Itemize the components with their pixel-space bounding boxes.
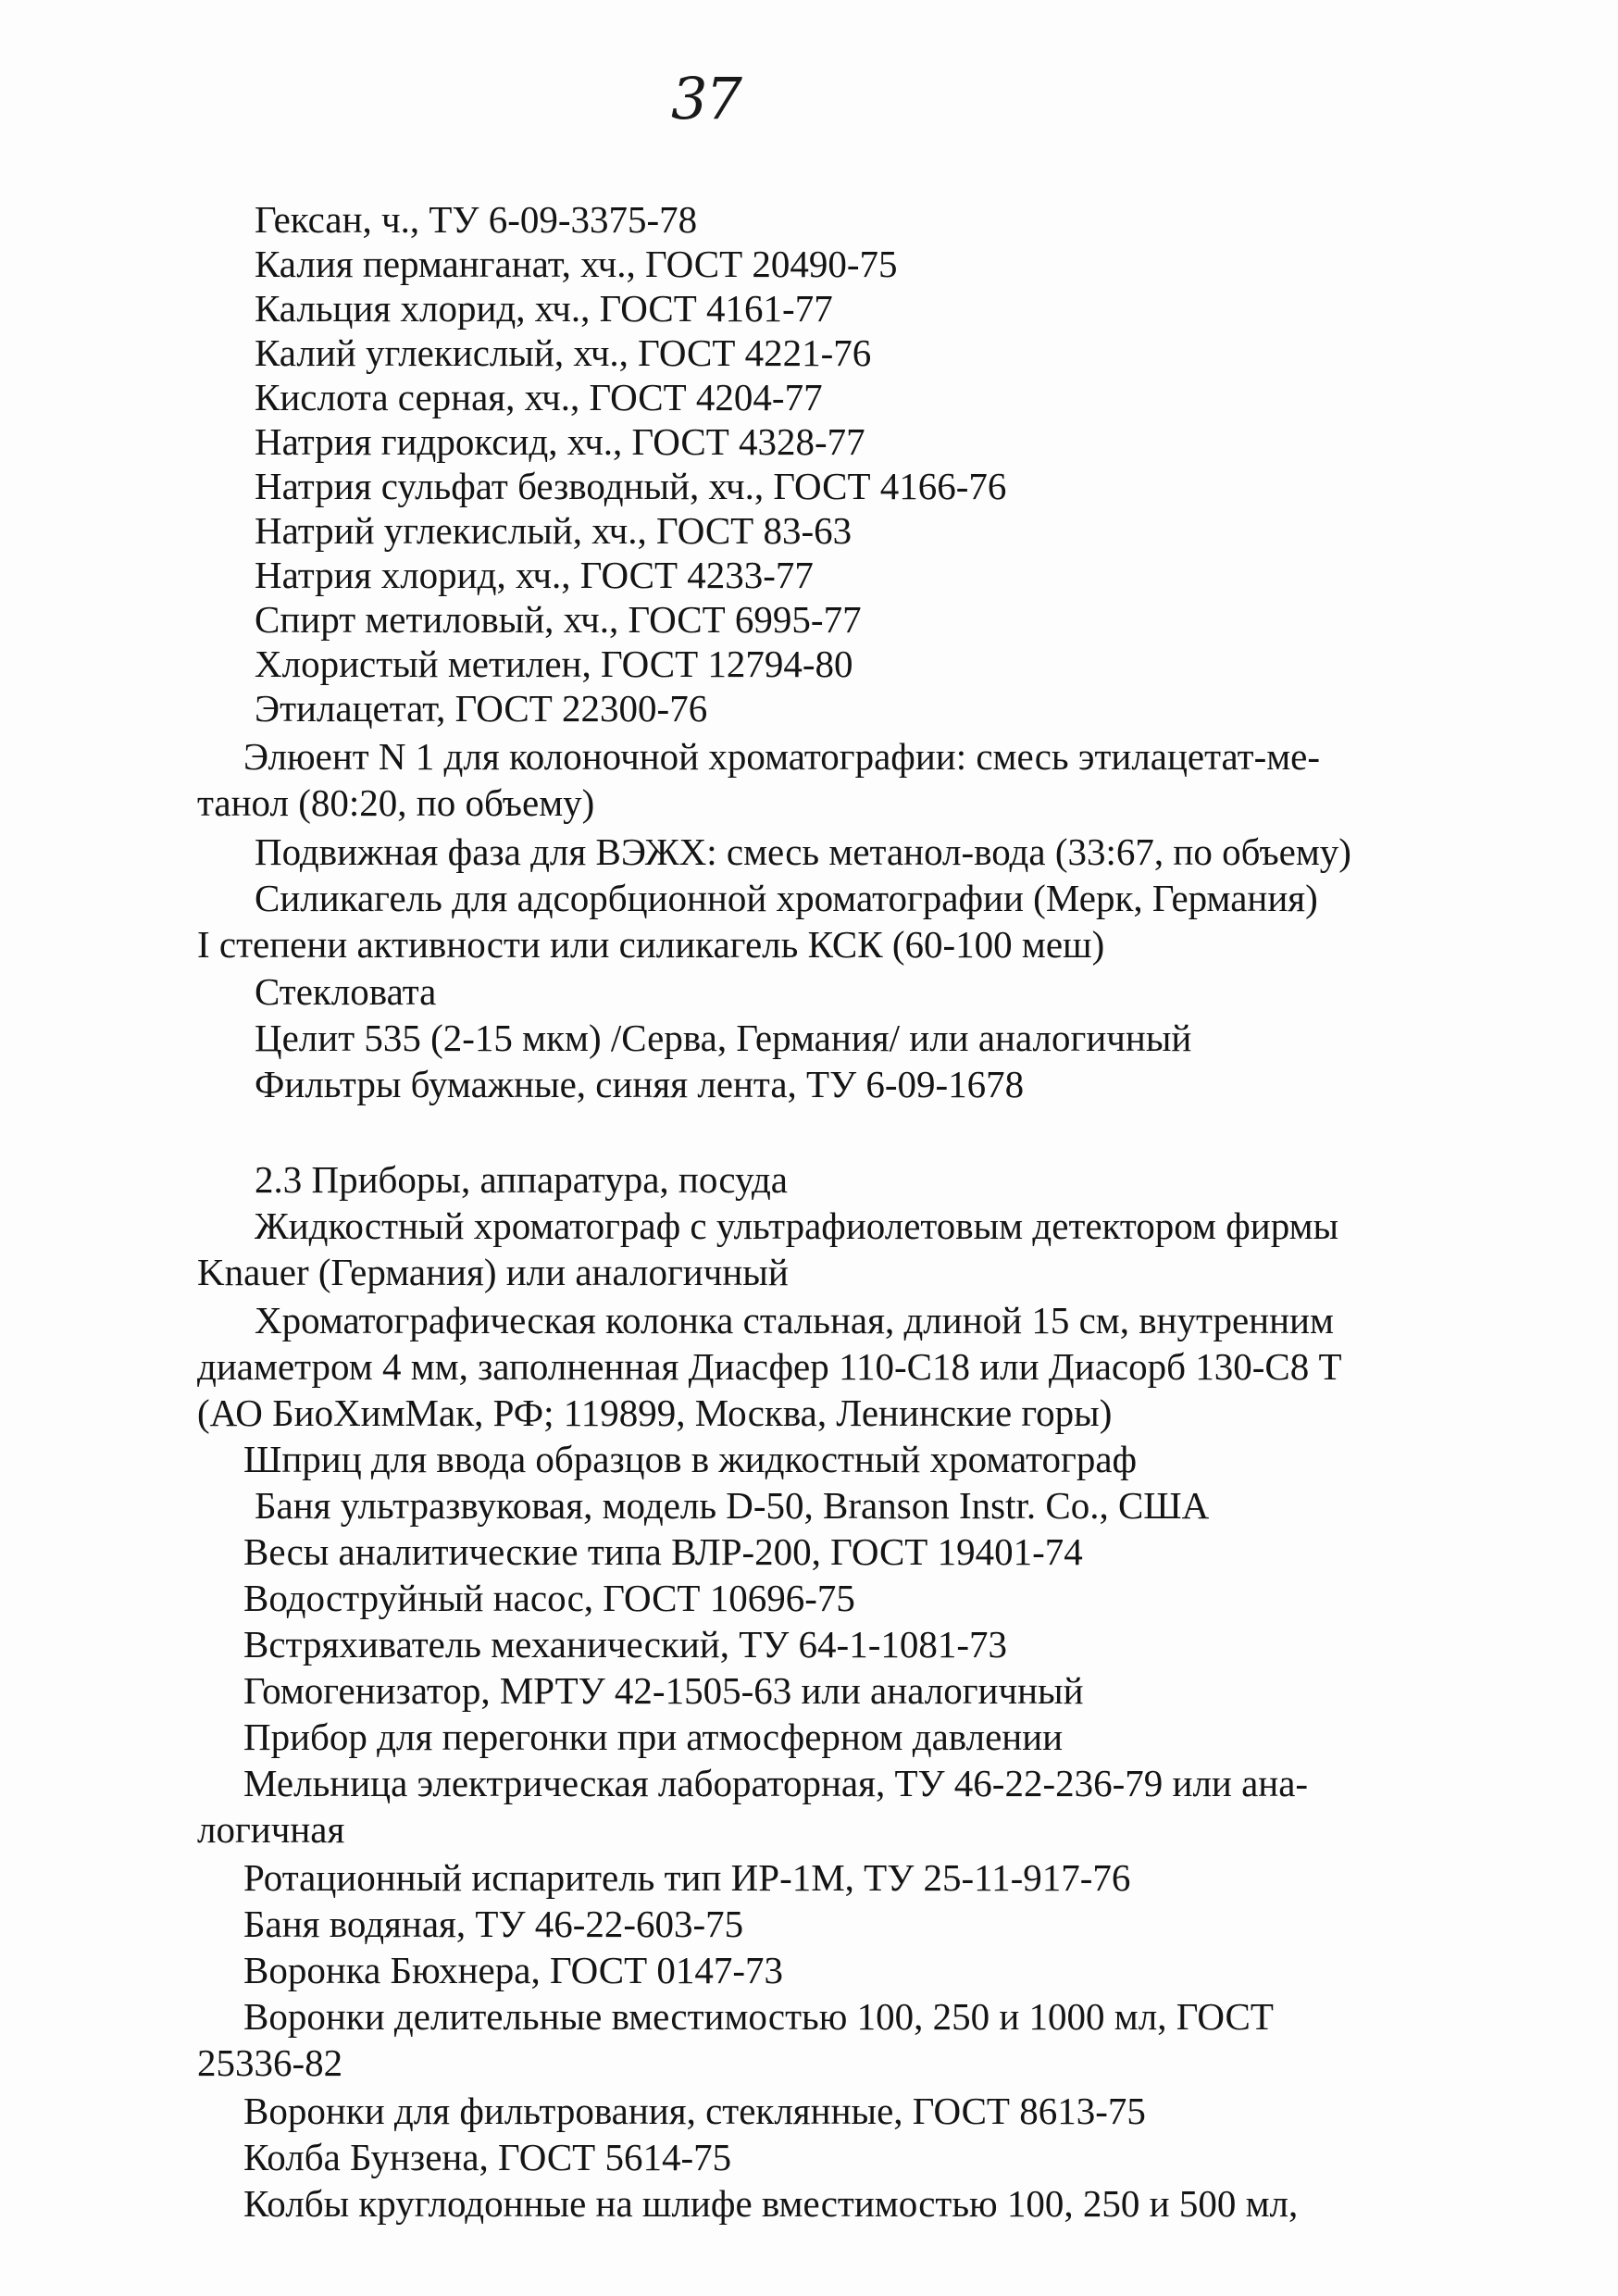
filters: Фильтры бумажные, синяя лента, ТУ 6-09-1678: [255, 1063, 1025, 1105]
list-item: Этилацетат, ГОСТ 22300-76: [255, 687, 708, 730]
column-line-2: диаметром 4 мм, заполненная Диасфер 110-С18 или Диасорб 130-С8 Т: [197, 1345, 1342, 1388]
list-item: Кислота серная, хч., ГОСТ 4204-77: [255, 376, 823, 418]
shaker: Встряхиватель механический, ТУ 64-1-1081-73: [243, 1623, 1008, 1666]
list-item: Кальция хлорид, хч., ГОСТ 4161-77: [255, 287, 833, 330]
chromatograph-line-2: Knauer (Германия) или аналогичный: [197, 1251, 789, 1293]
silica-line-1: Силикагель для адсорбционной хроматографии (Мерк, Германия): [255, 877, 1318, 919]
separatory-funnels-line-2: 25336-82: [197, 2041, 343, 2084]
mill-line-1: Мельница электрическая лабораторная, ТУ 46-22-236-79 или ана-: [243, 1762, 1309, 1804]
column-line-1: Хроматографическая колонка стальная, длиной 15 см, внутренним: [255, 1299, 1334, 1341]
list-item: Натрий углекислый, хч., ГОСТ 83-63: [255, 509, 853, 552]
ultrasonic-bath: Баня ультразвуковая, модель D-50, Branson Instr. Co., США: [255, 1484, 1210, 1527]
column-line-3: (АО БиоХимМак, РФ; 119899, Москва, Ленинские горы): [197, 1391, 1113, 1434]
list-item: Калий углекислый, хч., ГОСТ 4221-76: [255, 331, 872, 374]
list-item: Гексан, ч., ТУ 6-09-3375-78: [255, 198, 698, 241]
mill-line-2: логичная: [197, 1808, 345, 1851]
silica-line-2: I степени активности или силикагель КСК (60-100 меш): [197, 923, 1105, 966]
celite: Целит 535 (2-15 мкм) /Серва, Германия/ или аналогичный: [255, 1017, 1192, 1059]
page-number: 37: [671, 65, 741, 132]
list-item: Спирт метиловый, хч., ГОСТ 6995-77: [255, 598, 862, 641]
eluent-line-2: танол (80:20, по объему): [197, 781, 595, 824]
bunsen-flask: Колба Бунзена, ГОСТ 5614-75: [243, 2136, 732, 2178]
section-title: 2.3 Приборы, аппаратура, посуда: [255, 1158, 789, 1201]
rotary-evaporator: Ротационный испаритель тип ИР-1М, ТУ 25-11-917-76: [243, 1856, 1131, 1899]
chromatograph-line-1: Жидкостный хроматограф с ультрафиолетовым детектором фирмы: [255, 1204, 1339, 1247]
scales: Весы аналитические типа ВЛР-200, ГОСТ 19401-74: [243, 1530, 1083, 1573]
list-item: Натрия сульфат безводный, хч., ГОСТ 4166-76: [255, 465, 1007, 507]
homogenizer: Гомогенизатор, МРТУ 42-1505-63 или аналогичный: [243, 1669, 1084, 1712]
syringe: Шприц для ввода образцов в жидкостный хроматограф: [243, 1438, 1138, 1480]
round-bottom-flasks: Колбы круглодонные на шлифе вместимостью 100, 250 и 500 мл,: [243, 2182, 1299, 2225]
list-item: Калия перманганат, хч., ГОСТ 20490-75: [255, 243, 898, 285]
buchner-funnel: Воронка Бюхнера, ГОСТ 0147-73: [243, 1949, 784, 1991]
separatory-funnels-line-1: Воронки делительные вместимостью 100, 250 и 1000 мл, ГОСТ: [243, 1995, 1274, 2038]
list-item: Хлористый метилен, ГОСТ 12794-80: [255, 643, 853, 685]
water-bath: Баня водяная, ТУ 46-22-603-75: [243, 1903, 744, 1945]
eluent-line-1: Элюент N 1 для колоночной хроматографии: смесь этилацетат-ме-: [243, 735, 1321, 778]
mobile-phase: Подвижная фаза для ВЭЖХ: смесь метанол-вода (33:67, по объему): [255, 830, 1351, 873]
list-item: Натрия хлорид, хч., ГОСТ 4233-77: [255, 554, 814, 596]
glass-wool: Стекловата: [255, 970, 437, 1013]
filter-funnels: Воронки для фильтрования, стеклянные, ГОСТ 8613-75: [243, 2090, 1146, 2132]
distillation-apparatus: Прибор для перегонки при атмосферном давлении: [243, 1716, 1064, 1758]
water-pump: Водоструйный насос, ГОСТ 10696-75: [243, 1577, 855, 1619]
list-item: Натрия гидроксид, хч., ГОСТ 4328-77: [255, 420, 865, 463]
